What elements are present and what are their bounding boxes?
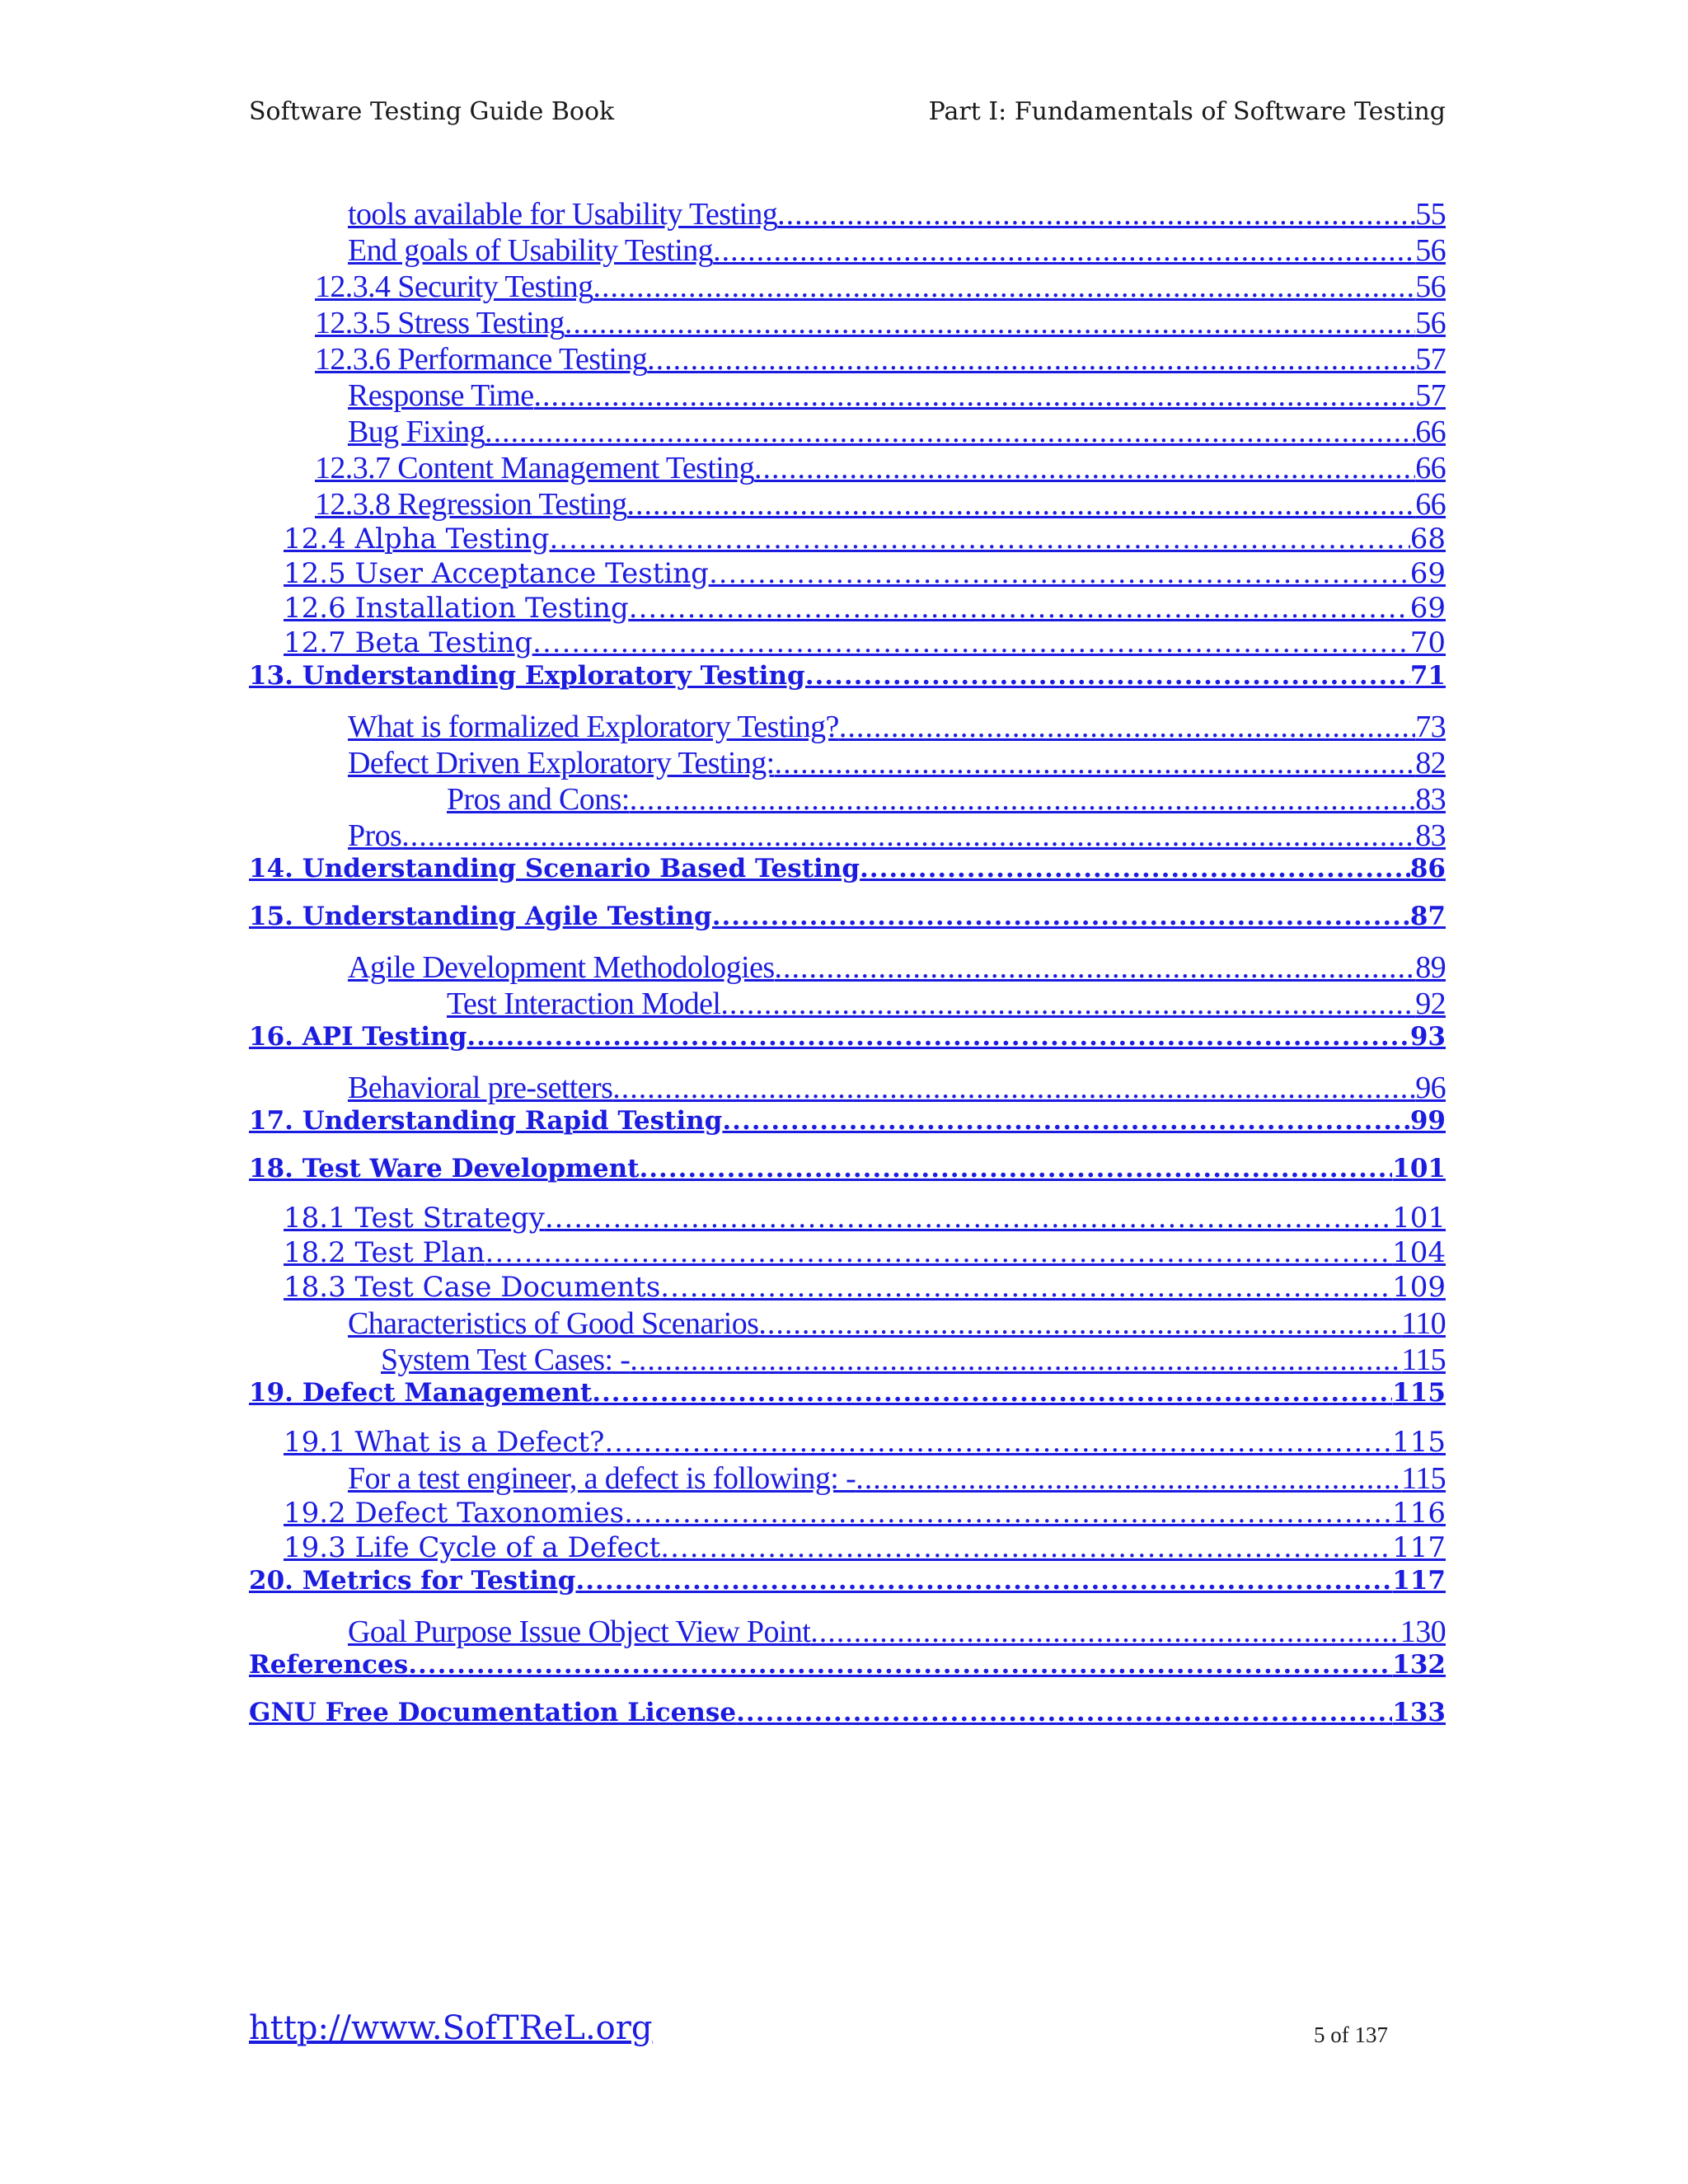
toc-entry-title: 12.4 Alpha Testing: [284, 523, 550, 555]
toc-entry-title: 19.1 What is a Defect?: [284, 1426, 605, 1459]
toc-entry-page-number: 83: [1415, 782, 1446, 817]
toc-entry-title: For a test engineer, a defect is following: -: [348, 1461, 856, 1496]
toc-entry-title: Pros: [348, 818, 402, 853]
toc-entry-page-number: 83: [1415, 818, 1446, 853]
toc-entry[interactable]: [249, 949, 1446, 986]
toc-dot-leader: [401, 818, 1415, 854]
toc-entry-page-number: 66: [1415, 487, 1446, 522]
toc-entry[interactable]: [249, 818, 1446, 854]
toc-dot-leader: [839, 709, 1415, 745]
toc-dot-leader: [532, 626, 1410, 659]
toc-entry-title: 18.2 Test Plan: [284, 1236, 485, 1269]
toc-entry-page-number: 117: [1392, 1531, 1446, 1564]
toc-entry-page-number: 116: [1392, 1497, 1446, 1530]
page-header: [249, 97, 1446, 130]
toc-dot-leader: [775, 949, 1416, 986]
toc-entry-title: GNU Free Documentation License: [249, 1698, 737, 1727]
toc-dot-leader: [630, 1342, 1401, 1378]
toc-entry-page-number: 66: [1415, 451, 1446, 485]
toc-entry-title: 18. Test Ware Development: [249, 1154, 640, 1183]
toc-entry[interactable]: [249, 305, 1446, 341]
toc-entry[interactable]: [249, 1070, 1446, 1106]
toc-entry-page-number: 71: [1409, 661, 1446, 691]
toc-entry-page-number: 130: [1400, 1615, 1446, 1649]
toc-dot-leader: [604, 1426, 1392, 1459]
toc-entry[interactable]: [249, 1698, 1446, 1732]
toc-dot-leader: [408, 1650, 1392, 1680]
toc-entry-title: References: [249, 1650, 409, 1680]
toc-entry-title: System Test Cases: -: [381, 1343, 631, 1377]
toc-entry-page-number: 87: [1409, 902, 1446, 931]
toc-entry[interactable]: [249, 377, 1446, 414]
toc-entry[interactable]: [249, 1106, 1446, 1141]
toc-entry-title: Defect Driven Exploratory Testing:: [348, 746, 775, 780]
toc-entry[interactable]: [249, 854, 1446, 888]
toc-entry-page-number: 68: [1409, 523, 1446, 555]
toc-dot-leader: [758, 1305, 1401, 1342]
toc-entry-page-number: 56: [1415, 233, 1446, 268]
toc-entry-title: Agile Development Methodologies: [348, 950, 775, 985]
toc-entry-page-number: 82: [1415, 746, 1446, 780]
toc-dot-leader: [660, 1271, 1392, 1304]
toc-entry-page-number: 101: [1392, 1202, 1446, 1235]
toc-entry-page-number: 115: [1392, 1378, 1446, 1408]
toc-entry-page-number: 115: [1392, 1426, 1446, 1459]
toc-entry-page-number: 57: [1415, 378, 1446, 413]
toc-entry-page-number: 69: [1409, 557, 1446, 590]
toc-dot-leader: [856, 1460, 1401, 1497]
toc-entry-title: 19.3 Life Cycle of a Defect: [284, 1531, 661, 1564]
toc-entry[interactable]: [249, 709, 1446, 745]
toc-entry[interactable]: [249, 1426, 1446, 1460]
toc-entry-title: 12.3.8 Regression Testing: [315, 487, 627, 522]
toc-dot-leader: [485, 1236, 1393, 1269]
toc-entry-title: tools available for Usability Testing: [348, 197, 778, 232]
toc-entry[interactable]: [249, 269, 1446, 305]
toc-dot-leader: [485, 414, 1415, 450]
toc-entry-page-number: 117: [1392, 1566, 1446, 1596]
toc-entry-page-number: 57: [1415, 342, 1446, 377]
toc-dot-leader: [534, 377, 1416, 414]
toc-entry-page-number: 96: [1415, 1071, 1446, 1105]
toc-entry-page-number: 110: [1401, 1306, 1446, 1341]
toc-entry[interactable]: [249, 1614, 1446, 1650]
toc-entry[interactable]: [249, 557, 1446, 592]
footer-page-number: 5 of 137: [1314, 2022, 1388, 2047]
toc-entry-title: 13. Understanding Exploratory Testing: [249, 661, 805, 691]
toc-dot-leader: [860, 854, 1410, 883]
table-of-contents: [249, 196, 1446, 1732]
toc-entry[interactable]: [249, 1650, 1446, 1685]
toc-dot-leader: [720, 986, 1415, 1022]
toc-entry-title: Response Time: [348, 378, 534, 413]
toc-entry[interactable]: [249, 450, 1446, 486]
toc-entry-page-number: 99: [1409, 1106, 1446, 1136]
toc-entry-page-number: 115: [1401, 1461, 1446, 1496]
toc-dot-leader: [592, 1378, 1392, 1408]
toc-entry-page-number: 56: [1415, 306, 1446, 340]
toc-entry-page-number: 69: [1409, 592, 1446, 625]
toc-entry[interactable]: [249, 986, 1446, 1022]
toc-dot-leader: [630, 781, 1415, 818]
toc-entry-page-number: 70: [1409, 626, 1446, 659]
toc-entry-title: 12.7 Beta Testing: [284, 626, 533, 659]
toc-entry[interactable]: [249, 661, 1446, 696]
toc-entry-title: 19. Defect Management: [249, 1378, 593, 1408]
toc-entry-title: 12.5 User Acceptance Testing: [284, 557, 709, 590]
toc-entry-title: 18.3 Test Case Documents: [284, 1271, 661, 1304]
toc-entry[interactable]: [249, 1531, 1446, 1566]
toc-entry-page-number: 73: [1415, 710, 1446, 744]
toc-entry-title: 16. API Testing: [249, 1022, 467, 1052]
toc-entry-page-number: 109: [1392, 1271, 1446, 1304]
toc-entry[interactable]: [249, 1236, 1446, 1271]
toc-entry[interactable]: [249, 1202, 1446, 1236]
toc-entry-page-number: 101: [1392, 1154, 1446, 1183]
toc-entry[interactable]: [249, 341, 1446, 377]
toc-dot-leader: [575, 1566, 1392, 1596]
toc-dot-leader: [565, 305, 1415, 341]
toc-entry-page-number: 92: [1415, 987, 1446, 1021]
toc-entry[interactable]: [249, 414, 1446, 450]
toc-dot-leader: [612, 1070, 1415, 1106]
toc-entry-title: 14. Understanding Scenario Based Testing: [249, 854, 860, 883]
toc-entry-title: Goal Purpose Issue Object View Point: [348, 1615, 811, 1649]
toc-entry-title: Characteristics of Good Scenarios: [348, 1306, 759, 1341]
toc-dot-leader: [624, 1497, 1392, 1530]
toc-entry-title: 19.2 Defect Taxonomies: [284, 1497, 625, 1530]
toc-entry-title: Bug Fixing: [348, 415, 485, 449]
toc-dot-leader: [660, 1531, 1392, 1564]
toc-entry-title: 12.3.5 Stress Testing: [315, 306, 565, 340]
toc-dot-leader: [545, 1202, 1392, 1235]
toc-dot-leader: [709, 557, 1410, 590]
toc-dot-leader: [722, 1106, 1409, 1136]
toc-entry-title: 12.3.4 Security Testing: [315, 269, 593, 304]
footer-website-link[interactable]: http://www.SofTReL.org: [249, 2009, 653, 2047]
toc-dot-leader: [736, 1698, 1392, 1727]
toc-dot-leader: [754, 450, 1415, 486]
header-part-title: Part I: Fundamentals of Software Testing: [928, 97, 1446, 126]
toc-entry[interactable]: [249, 196, 1446, 232]
toc-entry[interactable]: [249, 592, 1446, 626]
toc-dot-leader: [593, 269, 1415, 305]
toc-entry-title: 12.3.7 Content Management Testing: [315, 451, 755, 485]
toc-entry-page-number: 133: [1392, 1698, 1446, 1727]
toc-entry[interactable]: [249, 781, 1446, 818]
toc-entry-title: 15. Understanding Agile Testing: [249, 902, 712, 931]
toc-entry[interactable]: [249, 745, 1446, 781]
header-book-title: Software Testing Guide Book: [249, 97, 615, 126]
toc-entry-page-number: 104: [1392, 1236, 1446, 1269]
toc-entry[interactable]: [249, 1497, 1446, 1531]
toc-dot-leader: [713, 232, 1415, 269]
toc-entry-page-number: 93: [1409, 1022, 1446, 1052]
toc-dot-leader: [627, 486, 1416, 523]
toc-entry-page-number: 132: [1392, 1650, 1446, 1680]
toc-entry-page-number: 115: [1401, 1343, 1446, 1377]
toc-entry-title: Test Interaction Model: [447, 987, 721, 1021]
toc-entry[interactable]: [249, 1022, 1446, 1057]
toc-entry-title: 17. Understanding Rapid Testing: [249, 1106, 723, 1136]
toc-entry[interactable]: [249, 1566, 1446, 1601]
toc-entry[interactable]: [249, 486, 1446, 523]
toc-entry-page-number: 89: [1415, 950, 1446, 985]
toc-entry-title: What is formalized Exploratory Testing?: [348, 710, 839, 744]
toc-dot-leader: [629, 592, 1410, 625]
toc-entry[interactable]: [249, 232, 1446, 269]
toc-entry-page-number: 55: [1415, 197, 1446, 232]
toc-entry-title: 18.1 Test Strategy: [284, 1202, 545, 1235]
toc-dot-leader: [467, 1022, 1409, 1052]
toc-dot-leader: [805, 661, 1410, 691]
toc-entry-page-number: 56: [1415, 269, 1446, 304]
toc-entry-page-number: 66: [1415, 415, 1446, 449]
toc-entry-page-number: 86: [1409, 854, 1446, 883]
toc-entry[interactable]: [249, 1154, 1446, 1188]
toc-dot-leader: [550, 523, 1410, 555]
toc-entry-title: End goals of Usability Testing: [348, 233, 714, 268]
toc-entry-title: Behavioral pre-setters: [348, 1071, 613, 1105]
toc-dot-leader: [775, 745, 1416, 781]
toc-entry-title: Pros and Cons:: [447, 782, 630, 817]
toc-entry[interactable]: [249, 1342, 1446, 1378]
toc-entry[interactable]: [249, 902, 1446, 936]
toc-entry-title: 12.6 Installation Testing: [284, 592, 629, 625]
toc-entry[interactable]: [249, 523, 1446, 557]
toc-entry-title: 12.3.6 Performance Testing: [315, 342, 648, 377]
toc-entry[interactable]: [249, 626, 1446, 661]
toc-dot-leader: [639, 1154, 1392, 1183]
toc-entry-title: 20. Metrics for Testing: [249, 1566, 576, 1596]
toc-entry[interactable]: [249, 1271, 1446, 1305]
toc-dot-leader: [647, 341, 1415, 377]
toc-entry[interactable]: [249, 1305, 1446, 1342]
toc-dot-leader: [777, 196, 1415, 232]
toc-dot-leader: [712, 902, 1410, 931]
toc-entry[interactable]: [249, 1378, 1446, 1413]
toc-entry[interactable]: [249, 1460, 1446, 1497]
toc-dot-leader: [810, 1614, 1400, 1650]
